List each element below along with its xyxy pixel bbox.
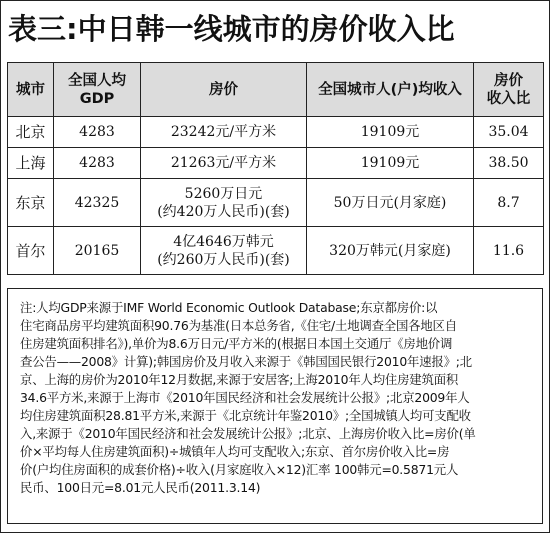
header-city: 城市 [8, 63, 54, 117]
cell-price: 23242元/平方米 [141, 117, 307, 148]
note-line: 民币、100日元=8.01元人民币(2011.3.14) [20, 480, 261, 495]
cell-city: 上海 [8, 148, 54, 179]
header-income: 全国城市人(户)均收入 [307, 63, 474, 117]
cell-income: 320万韩元(月家庭) [307, 227, 474, 275]
cell-price-line2: (约420万人民币)(套) [157, 203, 290, 220]
cell-ratio: 38.50 [474, 148, 544, 179]
note-line: 价(户均住房面积的成套价格)÷收入(月家庭收入×12)汇率 100韩元=0.5871元人 [20, 462, 459, 477]
cell-income: 19109元 [307, 148, 474, 179]
cell-price [141, 179, 307, 227]
cell-gdp: 4283 [54, 117, 141, 148]
cell-ratio: 11.6 [474, 227, 544, 275]
header-gdp-text: 全国人均 GDP [68, 72, 126, 107]
cell-city: 首尔 [8, 227, 54, 275]
cell-income: 19109元 [307, 117, 474, 148]
cell-price-line1: 5260万日元 [184, 185, 263, 202]
cell-gdp: 42325 [54, 179, 141, 227]
note-line: 34.6平方米,来源于上海市《2010年国民经济和社会发展统计公报》;北京2009年人 [20, 390, 470, 405]
table-row [8, 227, 544, 275]
note-line: 住房建筑面积排名》),单价为8.6万日元/平方米的(根据日本国土交通厅《房地价调 [20, 336, 453, 351]
note-line: 住宅商品房平均建筑面积90.76为基准(日本总务省,《住宅/土地调查全国各地区自 [20, 318, 457, 333]
note-line: 价×平均每人住房建筑面积)÷城镇年人均可支配收入;东京、首尔房价收入比=房 [20, 444, 450, 459]
cell-ratio: 8.7 [474, 179, 544, 227]
cell-income: 50万日元(月家庭) [307, 179, 474, 227]
header-price: 房价 [141, 63, 307, 117]
header-ratio-text: 房价 收入比 [486, 72, 531, 107]
cell-gdp: 20165 [54, 227, 141, 275]
note-line: 入,来源于《2010年国民经济和社会发展统计公报》;北京、上海房价收入比=房价(单 [20, 426, 476, 441]
cell-gdp: 4283 [54, 148, 141, 179]
note-line: 注:人均GDP来源于IMF World Economic Outlook Database;东京都房价:以 [20, 300, 438, 315]
header-gdp [54, 63, 141, 117]
cell-city: 北京 [8, 117, 54, 148]
cell-price-line2: (约260万人民币)(套) [157, 251, 290, 268]
cell-ratio: 35.04 [474, 117, 544, 148]
cell-price: 21263元/平方米 [141, 148, 307, 179]
table-row [8, 117, 544, 148]
table-row [8, 148, 544, 179]
note-line: 京、上海的房价为2010年12月数据,来源于安居客;上海2010年人均住房建筑面积 [20, 372, 459, 387]
note-line: 均住房建筑面积28.81平方米,来源于《北京统计年鉴2010》;全国城镇人均可支配收 [20, 408, 471, 423]
source-note [7, 288, 543, 524]
cell-price [141, 227, 307, 275]
header-row [8, 63, 544, 117]
table-row [8, 179, 544, 227]
cell-city: 东京 [8, 179, 54, 227]
table-title: 表三:中日韩一线城市的房价收入比 [8, 12, 455, 46]
house-price-income-table [7, 62, 544, 275]
header-ratio [474, 63, 544, 117]
cell-price-line1: 4亿4646万韩元 [173, 233, 274, 250]
note-line: 查公告——2008》计算);韩国房价及月收入来源于《韩国国民银行2010年速报》;北 [20, 354, 472, 369]
